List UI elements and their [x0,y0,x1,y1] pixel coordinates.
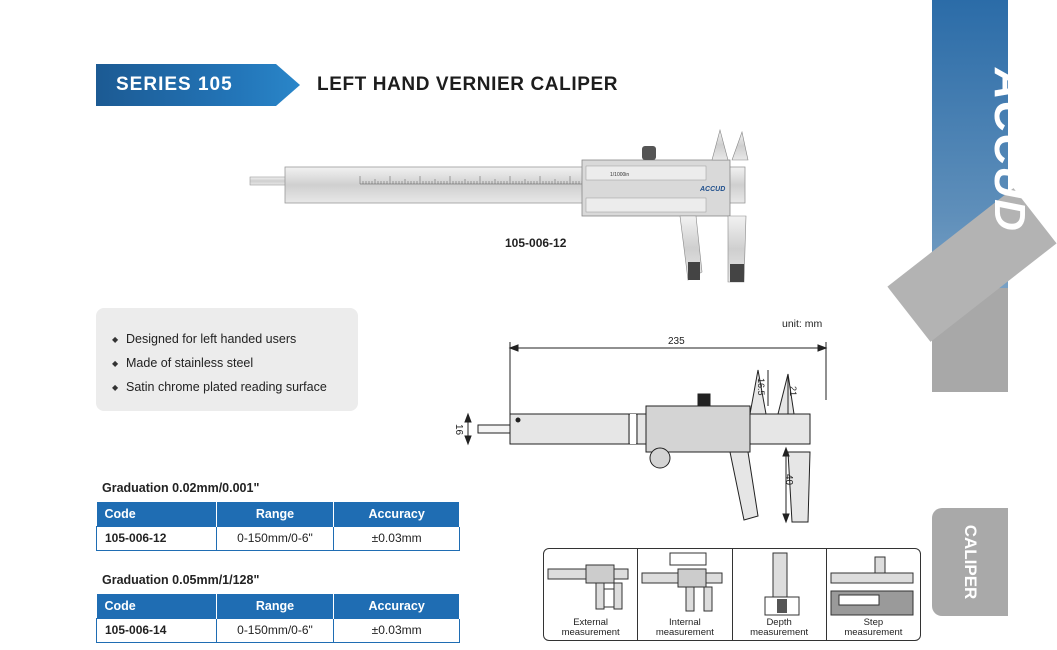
dim-lower-jaw: 40 [783,474,794,486]
product-code-caption: 105-006-12 [505,236,567,250]
diamond-bullet-icon: ◆ [112,358,119,368]
table-row [97,618,460,642]
dim-height: 16 [453,424,464,436]
feature-item: ◆ Satin chrome plated reading surface [112,380,327,394]
category-tab-label: CALIPER [961,524,980,600]
dim-upper-jaw: 16.5 [756,378,766,396]
measurement-label-1: External [573,617,609,628]
graduation-title: Graduation 0.05mm/1/128" [102,573,260,587]
caliper-scale-text: 1/1000in [610,172,630,178]
features-panel [96,308,358,411]
measurement-label-1: Step [863,617,884,628]
caliper-brand-text: ACCUD [700,186,726,193]
measurement-label-2: measurement [750,627,809,638]
dim-length: 235 [668,336,685,347]
depth-measurement-cell [733,549,827,640]
spec-table [96,594,460,643]
internal-measurement-cell [638,549,732,640]
cell-accuracy: ±0.03mm [334,526,460,550]
table-row [97,526,460,550]
depth-measurement-icon [735,551,825,621]
caliper-photo [250,122,770,292]
step-measurement-cell [827,549,920,640]
cell-code: 105-006-12 [97,526,217,550]
spec-table [96,502,460,551]
measurement-modes [543,548,921,641]
brand-logo: ACCUD [985,68,1034,232]
internal-measurement-icon [640,551,730,621]
table-header-range: Range [216,502,334,526]
feature-item: ◆ Designed for left handed users [112,332,297,346]
measurement-label-2: measurement [844,627,903,638]
dim-upper-jaw-total: 21 [788,386,798,397]
table-header-code: Code [97,502,217,526]
measurement-label-2: measurement [561,627,620,638]
measurement-label-2: measurement [655,627,714,638]
technical-drawing [448,330,838,530]
cell-accuracy: ±0.03mm [334,618,460,642]
diamond-bullet-icon: ◆ [112,334,119,344]
cell-range: 0-150mm/0-6" [216,618,334,642]
cell-code: 105-006-14 [97,618,217,642]
measurement-label-1: Depth [766,617,792,628]
series-label: SERIES 105 [116,74,233,95]
table-header-code: Code [97,594,217,618]
step-measurement-icon [829,551,919,621]
page-title: LEFT HAND VERNIER CALIPER [317,74,619,95]
unit-label: unit: mm [782,318,823,330]
diamond-bullet-icon: ◆ [112,382,119,392]
external-measurement-cell [544,549,638,640]
cell-range: 0-150mm/0-6" [216,526,334,550]
table-header-accuracy: Accuracy [334,502,460,526]
graduation-title: Graduation 0.02mm/0.001" [102,481,260,495]
table-header-accuracy: Accuracy [334,594,460,618]
external-measurement-icon [546,551,636,621]
table-header-range: Range [216,594,334,618]
feature-item: ◆ Made of stainless steel [112,356,254,370]
measurement-label-1: Internal [669,617,701,628]
